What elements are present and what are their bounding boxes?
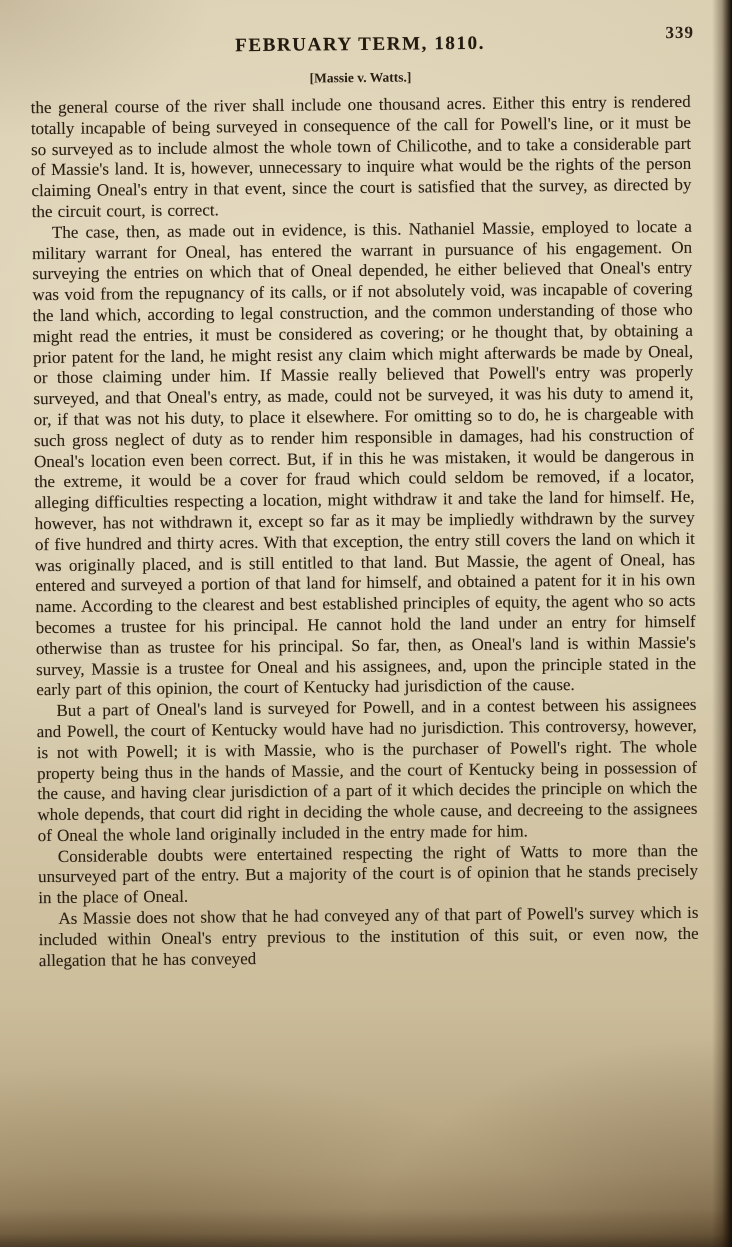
page-header [30, 22, 695, 71]
paragraph: But a part of Oneal's land is surveyed for Powell, and in a contest between his assignees and Powell, the court of Kentucky would have had no jurisdiction. This controversy, however, is not with Powell; it is with Massie, who is the purchaser of Powell's right. The whole property being thus in the hands of Massie, and the court of Kentucky being in possession of the cause, and having clear jurisdiction of a part of it which decides the principle on which the whole depends, that court did right in deciding the whole cause, and decreeing to the assignees of Oneal the whole land originally included in the entry made for him. [36, 694, 698, 846]
paragraph-continuation: the general course of the river shall include one thousand acres. Either this entry is rendered totally incapable of being surveyed in consequence of the call for Powell's line, or it must be so surveyed as to include almost the whole town of Chilicothe, and to take a considerable part of Massie's land. It is, however, unnecessary to inquire what would be the rights of the person claiming Oneal's entry in that event, since the court is satisfied that the survey, as directed by the circuit court, is correct. [30, 91, 692, 222]
page-number: 339 [665, 22, 695, 43]
opinion-text [31, 92, 699, 972]
scan-bottom-edge-shadow [0, 1209, 732, 1247]
paragraph: Considerable doubts were entertained respecting the right of Watts to more than the unsurveyed part of the entry. But a majority of the court is of opinion that he stands precisely in the place of Oneal. [37, 840, 699, 908]
case-caption: [Massie v. Watts.] [309, 69, 412, 86]
running-title: FEBRUARY TERM, 1810. [235, 32, 486, 57]
paragraph: The case, then, as made out in evidence, is this. Nathaniel Massie, employed to locate a military warrant for Oneal, has entered the warrant in pursuance of his engagement. On surveying the entries on which that of Oneal depended, he either believed that Oneal's entry was void from the repugnancy of its calls, or if not absolutely void, was incapable of covering the land which, according to legal construction, and the common understanding of those who might read the entries, it must be considered as covering; or he thought that, by obtaining a prior patent for the land, he might resist any claim which might afterwards be made by Oneal, or those claiming under him. If Massie really believed that Powell's entry was properly surveyed, and that Oneal's entry, as made, could not be surveyed, it was his duty to amend it, or, if that was not his duty, to place it elsewhere. For omitting so to do, he is chargeable with such gross neglect of duty as to render him responsible in damages, had his construction of Oneal's location even been correct. But, if in this he was mistaken, it would be dangerous in the extreme, it would be a cover for fraud which could seldom be removed, if a locator, alleging difficulties respecting a location, might withdraw it and take the land for himself. He, however, has not withdrawn it, except so far as it may be impliedly withdrawn by the survey of five hundred and thirty acres. With that exception, the entry still covers the land on which it was originally placed, and is still entitled to that land. But Massie, the agent of Oneal, has entered and surveyed a portion of that land for himself, and obtained a patent for it in his own name. According to the clearest and best established principles of equity, the agent who so acts becomes a trustee for his principal. He cannot hold the land under an entry for himself otherwise than as trustee for his principal. So far, then, as Oneal's land is within Massie's survey, Massie is a trustee for Oneal and his assignees, and, upon the principle stated in the early part of this opinion, the court of Kentucky had jurisdiction of the cause. [31, 216, 697, 700]
scan-right-edge-shadow [712, 0, 732, 1247]
paragraph: As Massie does not show that he had conveyed any of that part of Powell's survey which is included within Oneal's entry previous to the institution of this suit, or even now, the allegation that he has conveyed [38, 902, 699, 970]
page-content [30, 22, 699, 972]
